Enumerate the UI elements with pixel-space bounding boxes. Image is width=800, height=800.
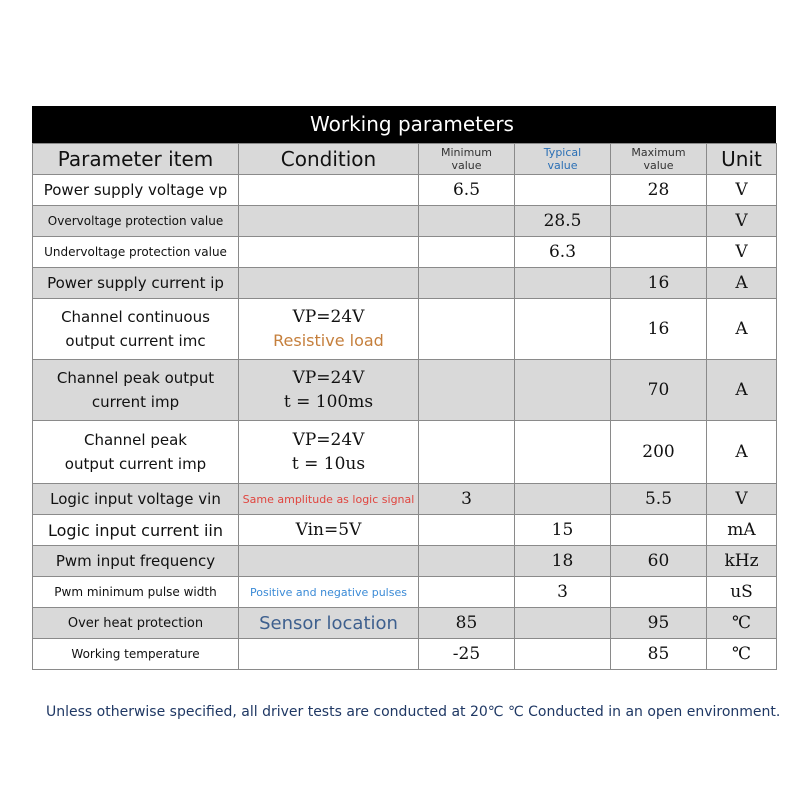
param-cell: Power supply voltage vp (33, 175, 239, 206)
param-cell: Logic input current iin (33, 515, 239, 546)
param-cell (33, 299, 239, 360)
header-condition: Condition (239, 144, 419, 175)
table-row (33, 175, 777, 206)
param-cell: Pwm minimum pulse width (33, 577, 239, 608)
unit-cell: A (707, 421, 777, 484)
min-cell (419, 206, 515, 237)
cond-line1: VP=24V (292, 368, 365, 388)
header-max (611, 144, 707, 175)
parameters-table (32, 143, 777, 670)
table-row (33, 421, 777, 484)
max-cell (611, 515, 707, 546)
typ-cell (515, 175, 611, 206)
max-cell (611, 577, 707, 608)
param-cell: Undervoltage protection value (33, 237, 239, 268)
min-cell (419, 360, 515, 421)
cond-line1: VP=24V (292, 307, 365, 327)
max-cell: 95 (611, 608, 707, 639)
unit-cell: V (707, 175, 777, 206)
table-row (33, 546, 777, 577)
cond-cell (239, 299, 419, 360)
cond-cell (239, 268, 419, 299)
footnote: Unless otherwise specified, all driver tests are conducted at 20℃ ℃ Conducted in an open environment. (46, 704, 781, 720)
cond-line1: VP=24V (292, 430, 365, 450)
table-row (33, 515, 777, 546)
header-unit: Unit (707, 144, 777, 175)
header-typ-line2: value (547, 159, 578, 172)
max-cell: 85 (611, 639, 707, 670)
typ-cell (515, 421, 611, 484)
table-row (33, 237, 777, 268)
param-cell: Pwm input frequency (33, 546, 239, 577)
min-cell (419, 515, 515, 546)
min-cell (419, 577, 515, 608)
typ-cell (515, 639, 611, 670)
typ-cell: 28.5 (515, 206, 611, 237)
table-row (33, 608, 777, 639)
min-cell (419, 268, 515, 299)
cond-line2: t = 100ms (283, 392, 374, 412)
header-max-line2: value (643, 159, 674, 172)
max-cell: 28 (611, 175, 707, 206)
param-cell: Working temperature (33, 639, 239, 670)
table-row (33, 360, 777, 421)
min-cell: -25 (419, 639, 515, 670)
param-line1: Channel continuous (61, 308, 210, 326)
min-cell (419, 421, 515, 484)
header-typ-line1: Typical (543, 146, 582, 159)
unit-cell: A (707, 299, 777, 360)
header-min (419, 144, 515, 175)
max-cell: 70 (611, 360, 707, 421)
cond-line2: Resistive load (273, 331, 384, 350)
max-cell: 16 (611, 299, 707, 360)
max-cell (611, 206, 707, 237)
min-cell (419, 237, 515, 268)
param-line2: output current imc (65, 332, 206, 350)
param-line2: output current imp (64, 455, 207, 473)
table-row (33, 206, 777, 237)
table-title: Working parameters (310, 112, 514, 136)
header-min-line2: value (451, 159, 482, 172)
unit-cell: kHz (707, 546, 777, 577)
param-cell: Power supply current ip (33, 268, 239, 299)
param-cell: Overvoltage protection value (33, 206, 239, 237)
cond-cell (239, 546, 419, 577)
unit-cell: A (707, 268, 777, 299)
cond-cell: Vin=5V (239, 515, 419, 546)
unit-cell: ℃ (707, 608, 777, 639)
max-cell: 16 (611, 268, 707, 299)
min-cell: 6.5 (419, 175, 515, 206)
typ-cell: 6.3 (515, 237, 611, 268)
cond-cell (239, 175, 419, 206)
min-cell (419, 546, 515, 577)
cond-cell (239, 360, 419, 421)
table-row (33, 639, 777, 670)
min-cell: 85 (419, 608, 515, 639)
max-cell (611, 237, 707, 268)
typ-cell (515, 299, 611, 360)
cond-cell (239, 206, 419, 237)
param-line1: Channel peak output (56, 369, 215, 387)
unit-cell: uS (707, 577, 777, 608)
cond-cell (239, 421, 419, 484)
header-row (33, 144, 777, 175)
cond-cell: Same amplitude as logic signal (239, 484, 419, 515)
unit-cell: V (707, 484, 777, 515)
unit-cell: V (707, 237, 777, 268)
param-line1: Channel peak (84, 431, 187, 449)
parameters-table-container (32, 106, 776, 670)
min-cell: 3 (419, 484, 515, 515)
max-cell: 60 (611, 546, 707, 577)
unit-cell: A (707, 360, 777, 421)
unit-cell: mA (707, 515, 777, 546)
param-cell: Logic input voltage vin (33, 484, 239, 515)
table-row (33, 577, 777, 608)
param-cell: Over heat protection (33, 608, 239, 639)
typ-cell (515, 608, 611, 639)
cond-cell (239, 237, 419, 268)
cond-cell (239, 639, 419, 670)
max-cell: 200 (611, 421, 707, 484)
param-line2: current imp (91, 393, 180, 411)
typ-cell (515, 360, 611, 421)
header-min-line1: Minimum (441, 146, 492, 159)
max-cell: 5.5 (611, 484, 707, 515)
min-cell (419, 299, 515, 360)
typ-cell: 18 (515, 546, 611, 577)
table-row (33, 484, 777, 515)
cond-cell: Sensor location (239, 608, 419, 639)
typ-cell (515, 484, 611, 515)
typ-cell (515, 268, 611, 299)
header-typ (515, 144, 611, 175)
table-title-bar (32, 106, 776, 143)
typ-cell: 15 (515, 515, 611, 546)
param-cell (33, 421, 239, 484)
table-row (33, 268, 777, 299)
unit-cell: ℃ (707, 639, 777, 670)
typ-cell: 3 (515, 577, 611, 608)
param-cell (33, 360, 239, 421)
header-parameter: Parameter item (33, 144, 239, 175)
cond-cell: Positive and negative pulses (239, 577, 419, 608)
header-max-line1: Maximum (631, 146, 686, 159)
unit-cell: V (707, 206, 777, 237)
cond-line2: t = 10us (291, 454, 366, 474)
table-row (33, 299, 777, 360)
